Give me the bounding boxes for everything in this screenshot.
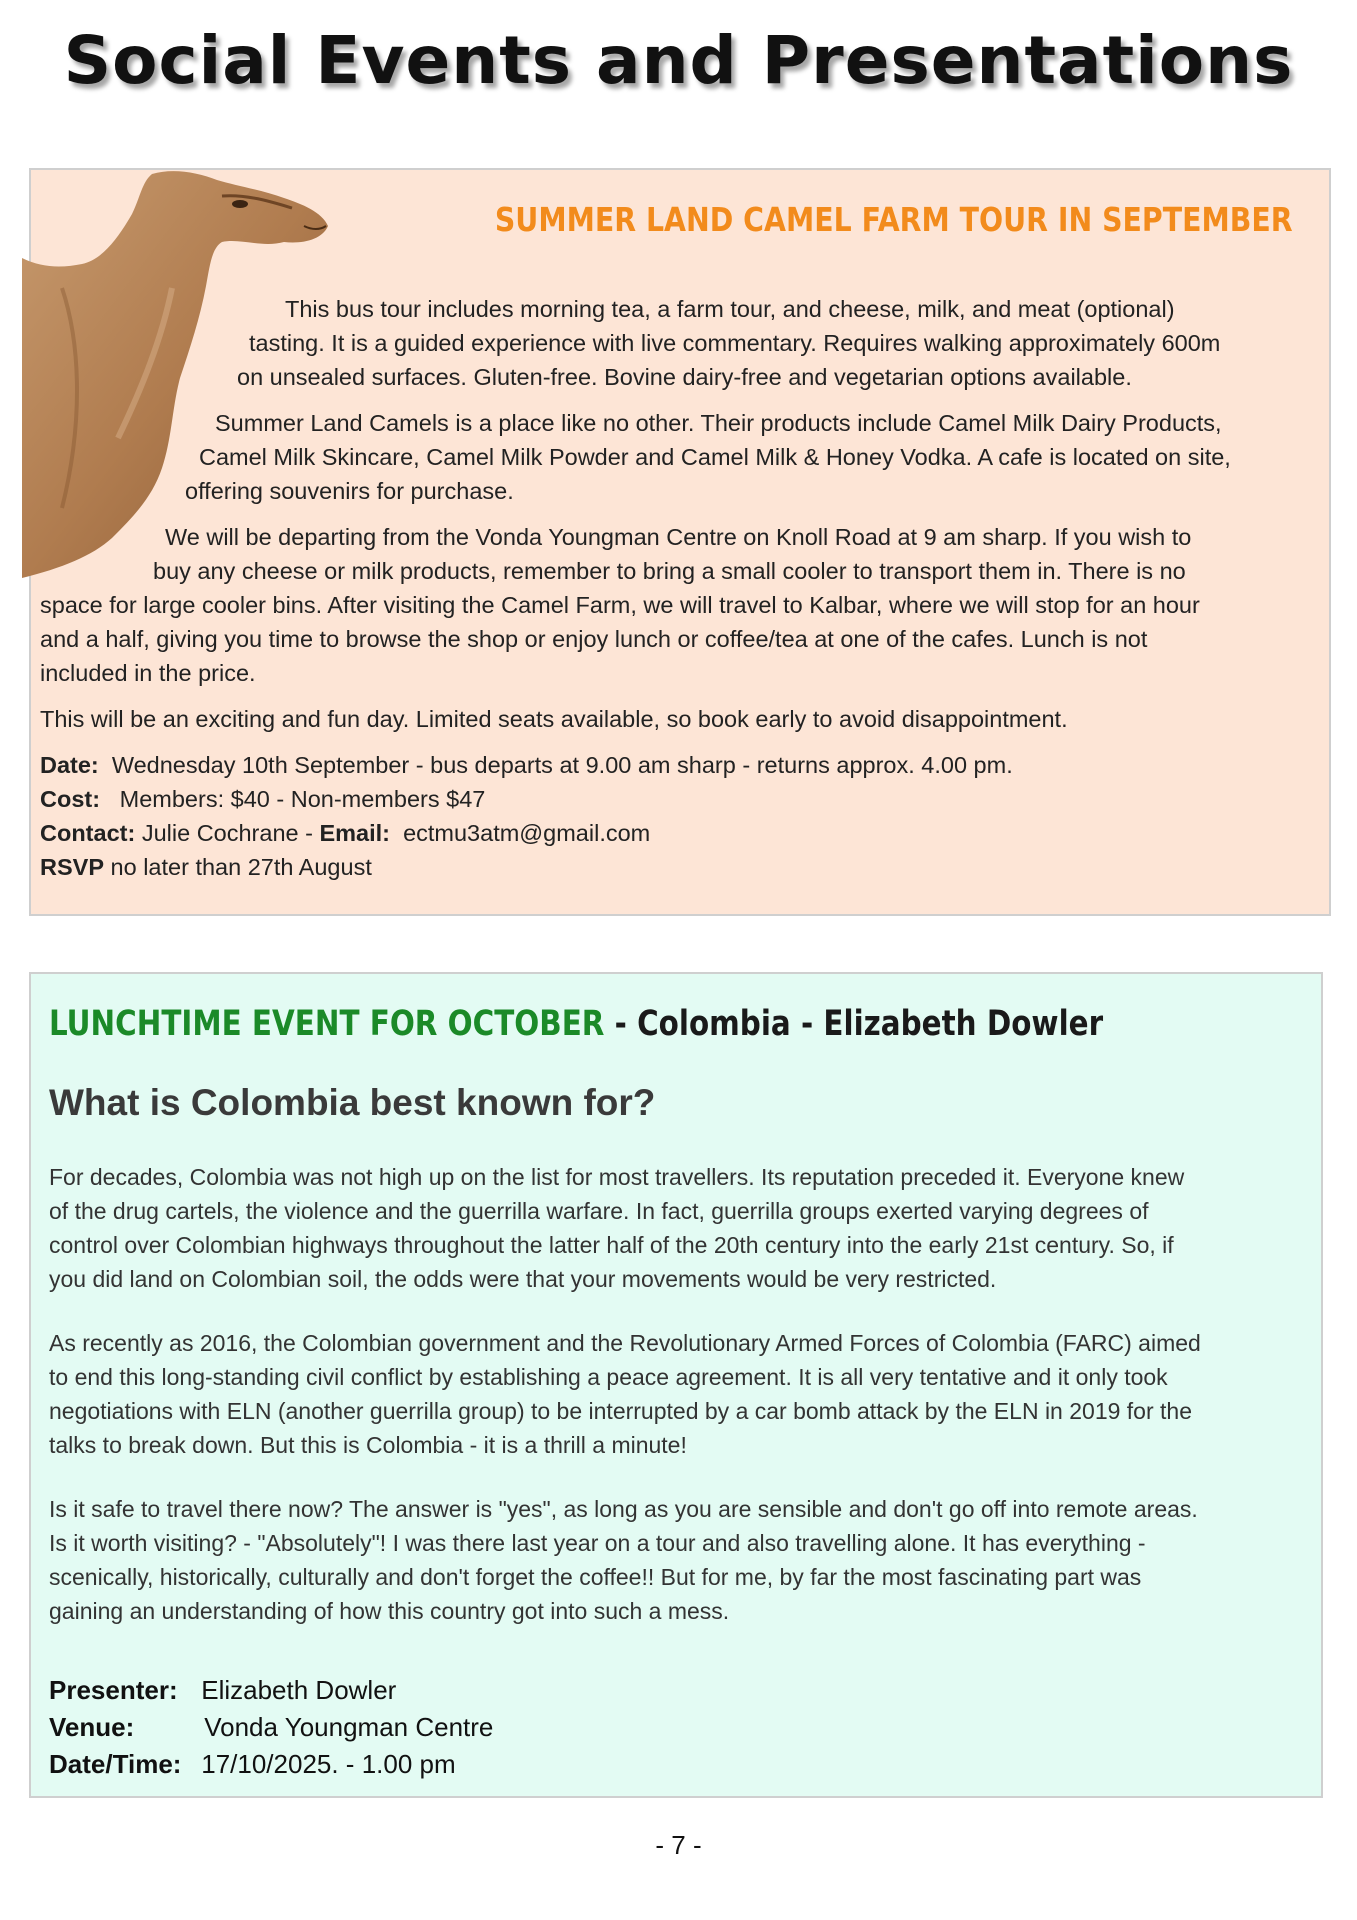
departure-line: included in the price.: [40, 660, 256, 686]
colombia-event-details: [49, 1672, 493, 1783]
cost-label: Cost:: [40, 786, 101, 812]
departure-line: buy any cheese or milk products, remember to bring a small cooler to transport them in. There is no: [153, 558, 1186, 584]
paragraph-line: of the drug cartels, the violence and the guerrilla warfare. In fact, guerrilla groups exerted varying degrees of: [49, 1198, 1149, 1224]
intro-line: This bus tour includes morning tea, a farm tour, and cheese, milk, and meat (optional): [285, 296, 1175, 322]
contact-row: [40, 816, 1013, 850]
products-line: offering souvenirs for purchase.: [185, 478, 514, 504]
colombia-question-title: What is Colombia best known for?: [49, 1082, 656, 1123]
paragraph-line: Is it worth visiting? - "Absolutely"! I was there last year on a tour and also travelling alone. It has everything -: [49, 1530, 1146, 1556]
contact-label: Contact:: [40, 820, 136, 846]
datetime-label: Date/Time:: [49, 1749, 182, 1779]
products-line: Camel Milk Skincare, Camel Milk Powder and Camel Milk & Honey Vodka. A cafe is located on site,: [199, 444, 1231, 470]
paragraph-line: scenically, historically, culturally and don't forget the coffee!! But for me, by far the most fascinating part was: [49, 1564, 1142, 1590]
venue-label: Venue:: [49, 1712, 135, 1742]
page-number: - 7 -: [655, 1830, 702, 1860]
presenter-label: Presenter:: [49, 1675, 178, 1705]
datetime-row: [49, 1746, 493, 1783]
camel-event-details: [40, 748, 1013, 884]
venue-row: [49, 1709, 493, 1746]
email-link[interactable]: ectmu3atm@gmail.com: [403, 820, 651, 846]
presenter-row: [49, 1672, 493, 1709]
intro-line: on unsealed surfaces. Gluten-free. Bovine dairy-free and vegetarian options available.: [237, 364, 1132, 390]
lunch-event-label: LUNCHTIME EVENT FOR OCTOBER: [49, 1004, 605, 1044]
paragraph-line: control over Colombian highways throughout the latter half of the 20th century into the early 21st century. So, if: [49, 1232, 1174, 1258]
rsvp-row: [40, 850, 1013, 884]
colombia-paragraph-3: [49, 1492, 1311, 1628]
camel-exciting-line: This will be an exciting and fun day. Limited seats available, so book early to avoid disappointment.: [40, 706, 1068, 732]
departure-line: We will be departing from the Vonda Youngman Centre on Knoll Road at 9 am sharp. If you wish to: [165, 524, 1192, 550]
paragraph-line: negotiations with ELN (another guerrilla group) to be interrupted by a car bomb attack by the ELN in 2019 for the: [49, 1398, 1192, 1424]
colombia-paragraph-1: [49, 1160, 1311, 1296]
colombia-paragraph-2: [49, 1326, 1311, 1462]
cost-value: Members: $40 - Non-members $47: [119, 786, 486, 812]
presenter-value: Elizabeth Dowler: [201, 1675, 397, 1705]
paragraph-line: talks to break down. But this is Colombia - it is a thrill a minute!: [49, 1432, 687, 1458]
paragraph-line: to end this long-standing civil conflict by establishing a peace agreement. It is all very tentative and it only took: [49, 1364, 1168, 1390]
departure-line: space for large cooler bins. After visiting the Camel Farm, we will travel to Kalbar, where we will stop for an hour: [40, 592, 1200, 618]
page-title: Social Events and Presentations: [63, 22, 1294, 99]
date-row: [40, 748, 1013, 782]
cost-row: [40, 782, 1013, 816]
lunch-event-heading: [49, 1004, 1103, 1044]
paragraph-line: gaining an understanding of how this country got into such a mess.: [49, 1598, 730, 1624]
camel-illustration: [22, 168, 332, 578]
camel-tour-title: SUMMER LAND CAMEL FARM TOUR IN SEPTEMBER: [495, 200, 1293, 239]
rsvp-value: no later than 27th August: [110, 854, 372, 880]
date-value: Wednesday 10th September - bus departs at 9.00 am sharp - returns approx. 4.00 pm.: [111, 752, 1013, 778]
paragraph-line: For decades, Colombia was not high up on the list for most travellers. Its reputation preceded it. Everyone knew: [49, 1164, 1185, 1190]
departure-line: and a half, giving you time to browse the shop or enjoy lunch or coffee/tea at one of the cafes. Lunch is not: [40, 626, 1148, 652]
paragraph-line: Is it safe to travel there now? The answer is "yes", as long as you are sensible and don't go off into remote areas.: [49, 1496, 1198, 1522]
lunch-event-topic: - Colombia - Elizabeth Dowler: [604, 1004, 1104, 1044]
rsvp-label: RSVP: [40, 854, 104, 880]
paragraph-line: you did land on Colombian soil, the odds were that your movements would be very restricted.: [49, 1266, 997, 1292]
paragraph-line: As recently as 2016, the Colombian government and the Revolutionary Armed Forces of Colombia (FARC) aimed: [49, 1330, 1201, 1356]
intro-line: tasting. It is a guided experience with live commentary. Requires walking approximately 600m: [249, 330, 1221, 356]
datetime-value: 17/10/2025. - 1.00 pm: [201, 1749, 456, 1779]
colombia-event-panel: [29, 972, 1323, 1798]
contact-value: Julie Cochrane -: [141, 820, 313, 846]
email-label: Email:: [319, 820, 390, 846]
products-line: Summer Land Camels is a place like no other. Their products include Camel Milk Dairy Products,: [215, 410, 1222, 436]
venue-value: Vonda Youngman Centre: [204, 1712, 494, 1742]
date-label: Date:: [40, 752, 99, 778]
